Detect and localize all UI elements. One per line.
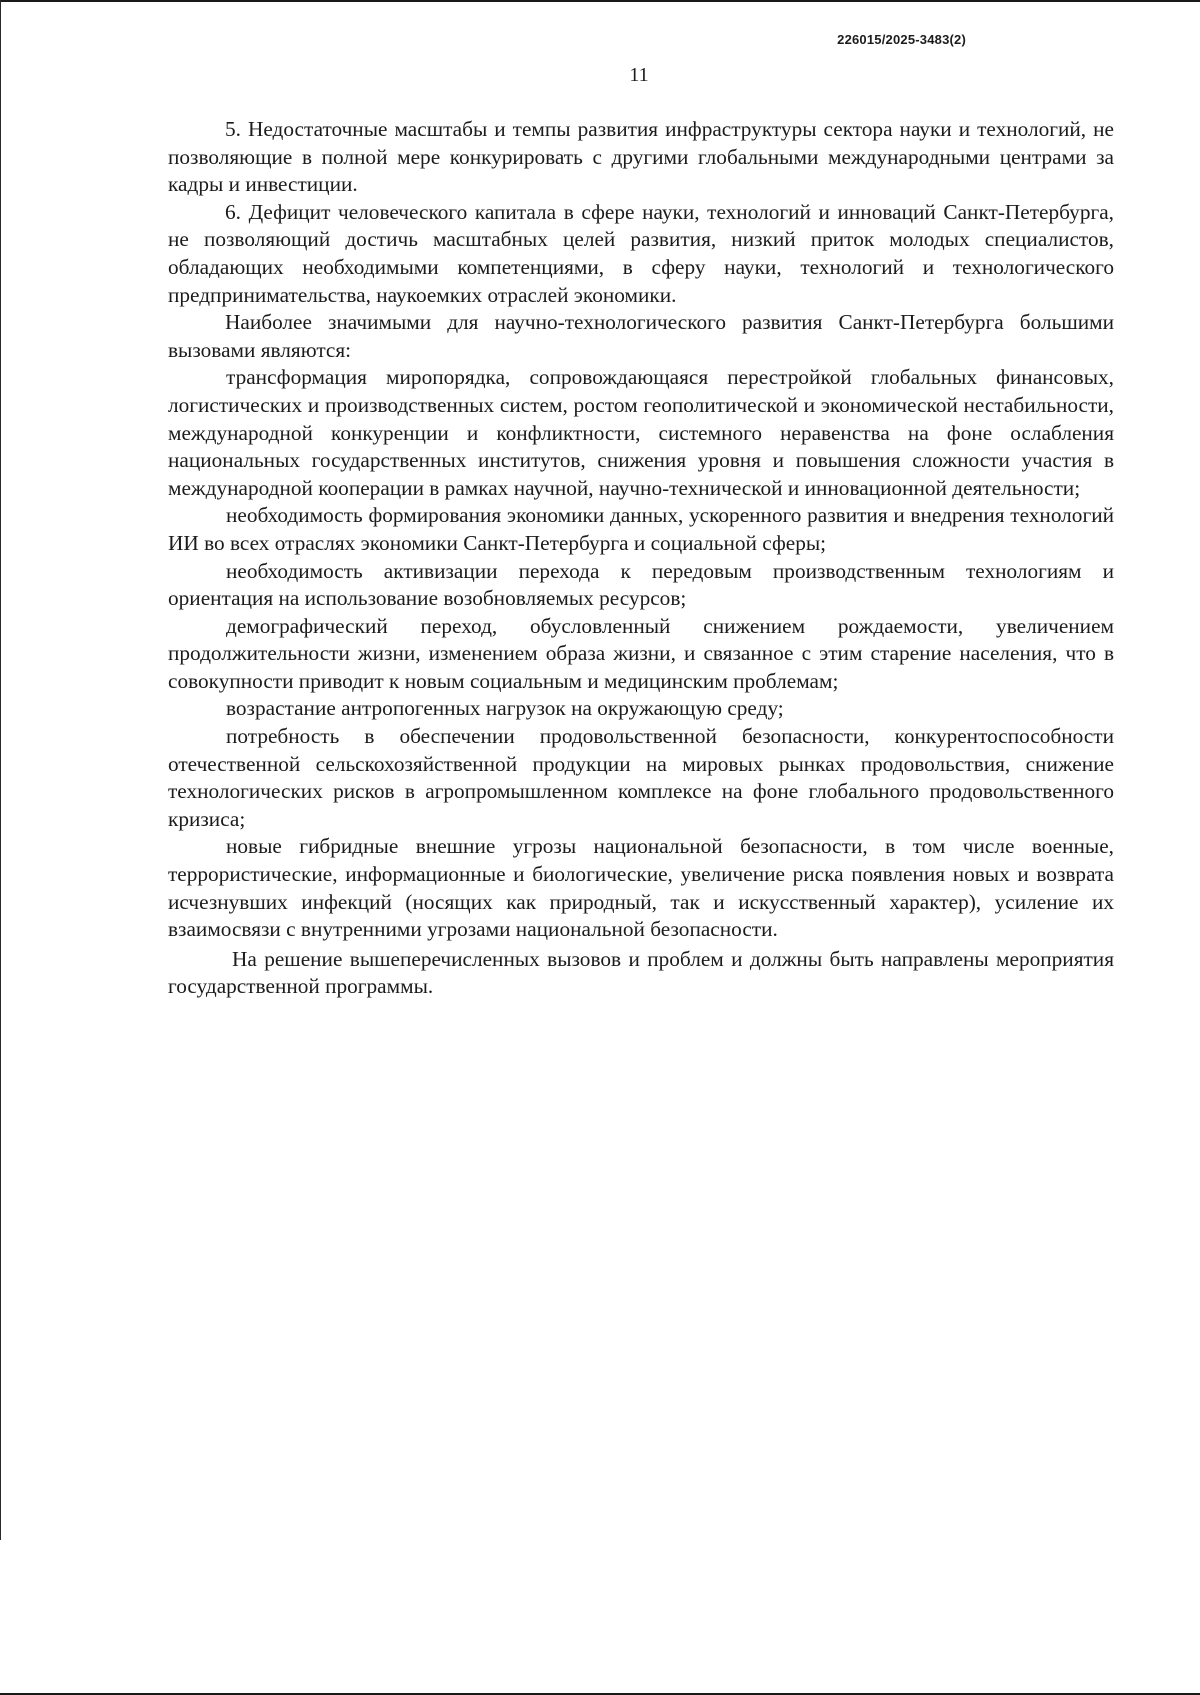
challenge-list-item: демографический переход, обусловленный снижением рождаемости, увеличением продолжительности жизни, изменением образа жизни, и связанное с этим старение населения, что в совокупности приводит к новым социальным и медицинским проблемам; (168, 613, 1114, 693)
challenge-list-item: трансформация миропорядка, сопровождающаяся перестройкой глобальных финансовых, логистических и производственных систем, ростом геополитической и экономической нестабильности, международной конкуренции и конфликтности, системного неравенства на фоне ослабления национальных государственных институтов, снижения уровня и повышения сложности участия в международной кооперации в рамках научной, научно-технической и инновационной деятельности; (168, 365, 1114, 500)
challenge-list-item: необходимость формирования экономики данных, ускоренного развития и внедрения технологий ИИ во всех отраслях экономики Санкт-Петербурга и социальной сферы; (168, 503, 1114, 555)
scan-top-edge (0, 0, 1200, 2)
challenge-list-item: возрастание антропогенных нагрузок на окружающую среду; (226, 696, 784, 721)
document-registration-number: 226015/2025-3483(2) (837, 32, 966, 47)
paragraph-item-5: 5. Недостаточные масштабы и темпы развития инфраструктуры сектора науки и технологий, не позволяющие в полной мере конкурировать с другими глобальными международными центрами за кадры и инвестиции. (168, 117, 1114, 197)
paragraph-challenges-intro: Наиболее значимыми для научно-технологического развития Санкт-Петербурга большими вызовами являются: (168, 310, 1114, 362)
paragraph-item-6: 6. Дефицит человеческого капитала в сфере науки, технологий и инноваций Санкт-Петербурга, не позволяющий достичь масштабных целей развития, низкий приток молодых специалистов, обладающих необходимыми компетенциями, в сферу науки, технологий и технологического предпринимательства, наукоемких отраслей экономики. (168, 199, 1114, 307)
challenge-list-item: потребность в обеспечении продовольственной безопасности, конкурентоспособности отечественной сельскохозяйственной продукции на мировых рынках продовольствия, снижение технологических рисков в агропромышленном комплексе на фоне глобального продовольственного кризиса; (168, 724, 1114, 831)
scan-left-edge (0, 0, 1, 1540)
paragraph-closing: На решение вышеперечисленных вызовов и проблем и должны быть направлены мероприятия государственной программы. (168, 946, 1114, 999)
document-body (168, 116, 1114, 1001)
challenge-list-item: необходимость активизации перехода к передовым производственным технологиям и ориентация на использование возобновляемых ресурсов; (168, 558, 1114, 611)
page-number: 11 (629, 64, 649, 86)
challenge-list-item: новые гибридные внешние угрозы национальной безопасности, в том числе военные, террористические, информационные и биологические, увеличение риска появления новых и возврата исчезнувших инфекций (носящих как природный, так и искусственный характер), усиление их взаимосвязи с внутренними угрозами национальной безопасности. (168, 834, 1114, 942)
